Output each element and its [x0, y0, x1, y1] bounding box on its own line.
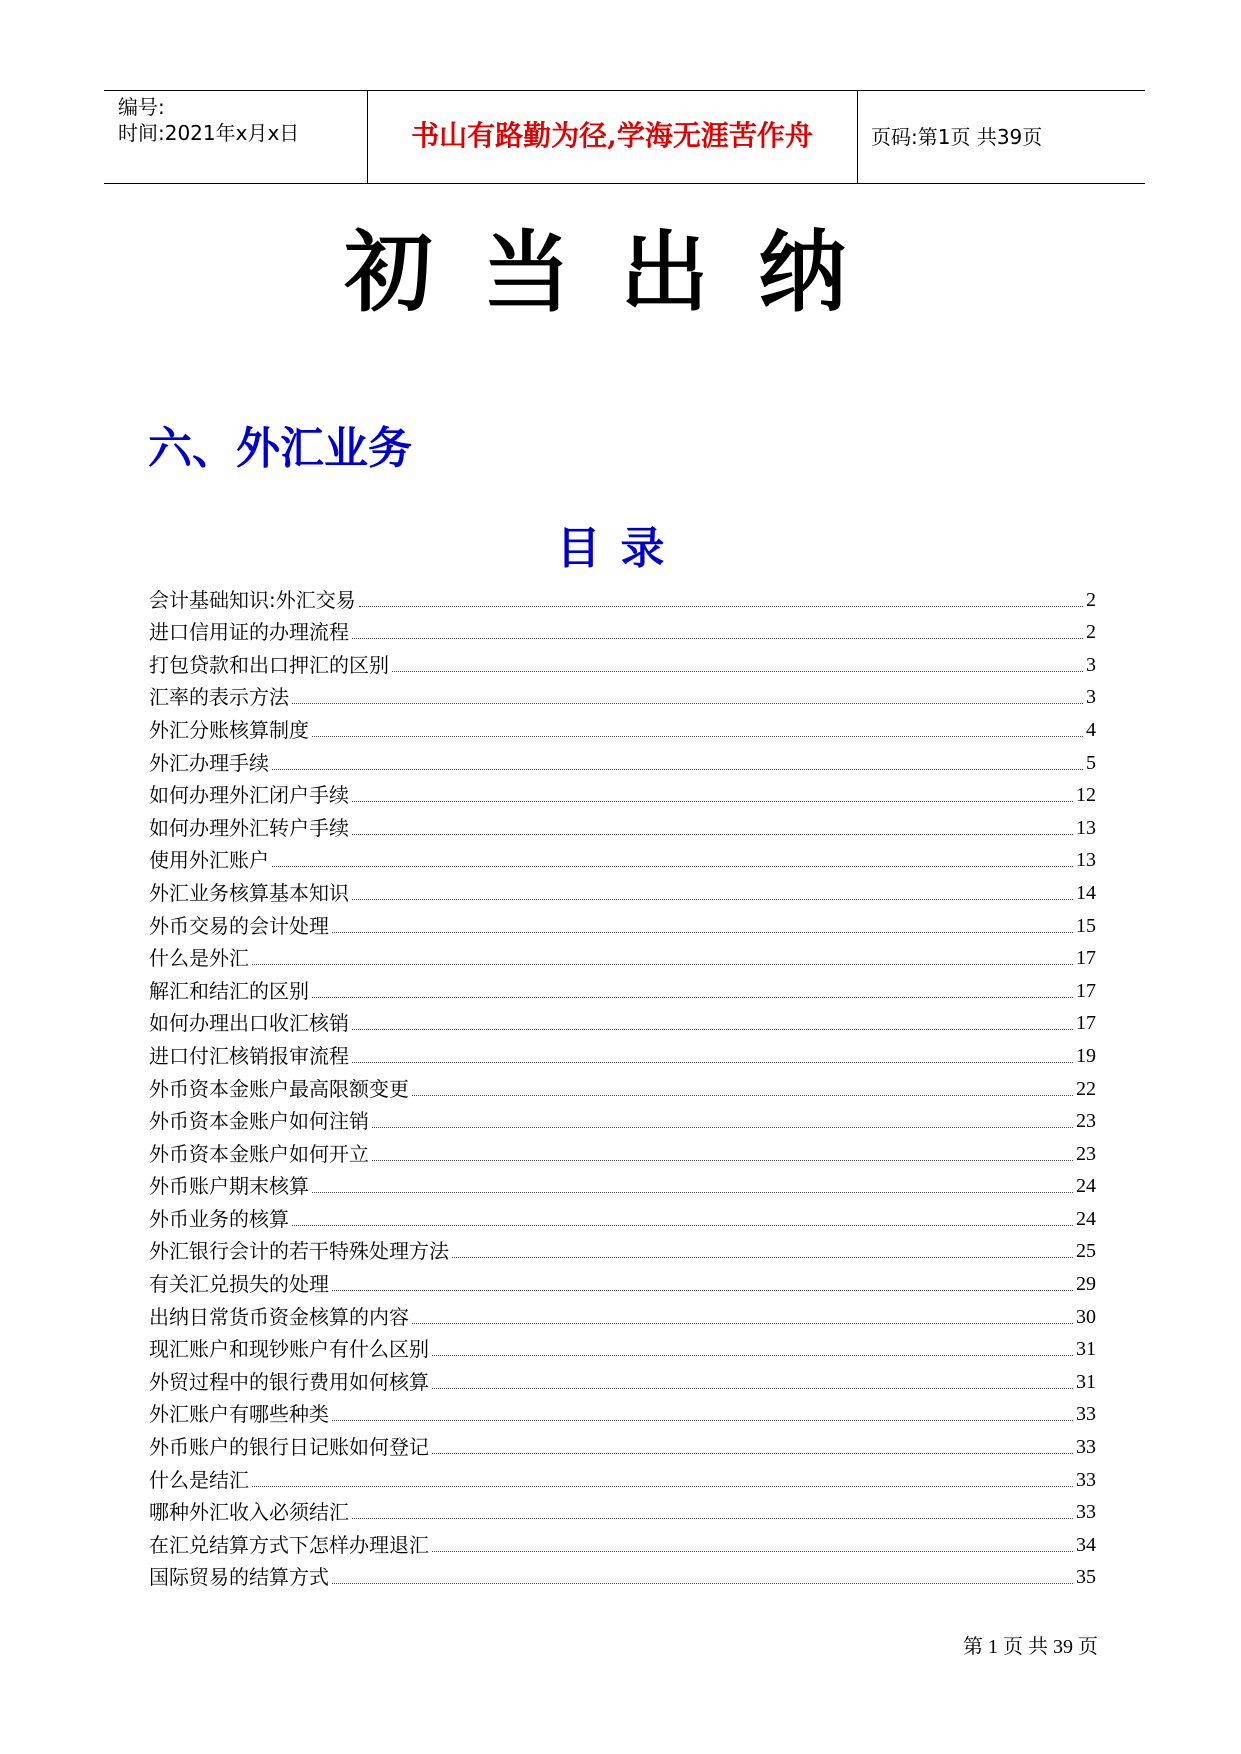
toc-entry-label: 什么是结汇	[149, 1467, 249, 1492]
toc-leader-dots	[332, 1419, 1073, 1421]
toc-entry-label: 出纳日常货币资金核算的内容	[149, 1304, 409, 1329]
toc-entry-label: 外汇账户有哪些种类	[149, 1402, 329, 1427]
toc-entry[interactable]	[149, 613, 1096, 646]
header-page-cell	[857, 91, 1145, 183]
toc-entry-label: 外汇办理手续	[149, 750, 269, 775]
toc-entry-page: 13	[1076, 816, 1096, 839]
toc-entry-page: 23	[1076, 1110, 1096, 1133]
toc-entry-label: 外币账户的银行日记账如何登记	[149, 1435, 429, 1460]
toc-leader-dots	[312, 735, 1083, 737]
toc-leader-dots	[352, 1061, 1073, 1063]
toc-entry-label: 如何办理出口收汇核销	[149, 1011, 349, 1036]
toc-leader-dots	[352, 1517, 1073, 1519]
toc-entry-page: 15	[1076, 914, 1096, 937]
toc-entry-label: 外汇分账核算制度	[149, 717, 309, 742]
toc-leader-dots	[352, 800, 1073, 802]
table-of-contents	[149, 580, 1096, 1590]
toc-entry[interactable]	[149, 873, 1096, 906]
toc-entry-label: 有关汇兑损失的处理	[149, 1272, 329, 1297]
toc-entry-label: 外币账户期末核算	[149, 1174, 309, 1199]
toc-entry-page: 33	[1076, 1436, 1096, 1459]
toc-entry-page: 17	[1076, 947, 1096, 970]
toc-entry-page: 19	[1076, 1044, 1096, 1067]
header-page-label: 页码:第1页 共39页	[871, 125, 1043, 149]
toc-entry[interactable]	[149, 1493, 1096, 1526]
toc-entry[interactable]	[149, 1558, 1096, 1591]
toc-leader-dots	[432, 1452, 1073, 1454]
toc-entry[interactable]	[149, 1297, 1096, 1330]
toc-entry[interactable]	[149, 1264, 1096, 1297]
toc-entry-page: 2	[1086, 588, 1096, 611]
toc-entry[interactable]	[149, 710, 1096, 743]
toc-entry[interactable]	[149, 808, 1096, 841]
toc-entry-page: 17	[1076, 979, 1096, 1002]
toc-entry-label: 进口付汇核销报审流程	[149, 1043, 349, 1068]
toc-leader-dots	[352, 898, 1073, 900]
toc-entry[interactable]	[149, 841, 1096, 874]
toc-entry[interactable]	[149, 1167, 1096, 1200]
toc-leader-dots	[312, 996, 1073, 998]
toc-entry-page: 29	[1076, 1273, 1096, 1296]
toc-leader-dots	[252, 1485, 1073, 1487]
toc-entry-page: 31	[1076, 1370, 1096, 1393]
section-heading: 六、外汇业务	[148, 423, 412, 474]
toc-entry[interactable]	[149, 1362, 1096, 1395]
toc-leader-dots	[352, 833, 1073, 835]
toc-entry-label: 外贸过程中的银行费用如何核算	[149, 1369, 429, 1394]
toc-entry[interactable]	[149, 678, 1096, 711]
toc-entry-page: 14	[1076, 881, 1096, 904]
toc-leader-dots	[359, 605, 1083, 607]
toc-leader-dots	[312, 1191, 1073, 1193]
toc-entry-page: 17	[1076, 1012, 1096, 1035]
toc-entry-page: 33	[1076, 1468, 1096, 1491]
toc-entry-label: 外汇银行会计的若干特殊处理方法	[149, 1239, 449, 1264]
toc-leader-dots	[332, 1289, 1073, 1291]
header-motto: 书山有路勤为径,学海无涯苦作舟	[411, 119, 813, 152]
toc-entry[interactable]	[149, 1395, 1096, 1428]
toc-entry-label: 哪种外汇收入必须结汇	[149, 1500, 349, 1525]
header-time-label: 时间:2021年x月x日	[118, 121, 300, 145]
toc-entry-page: 12	[1076, 784, 1096, 807]
toc-entry-label: 解汇和结汇的区别	[149, 978, 309, 1003]
toc-entry[interactable]	[149, 1102, 1096, 1135]
toc-entry-page: 24	[1076, 1175, 1096, 1198]
header-number-label: 编号:	[118, 95, 165, 119]
toc-leader-dots	[272, 768, 1083, 770]
toc-entry[interactable]	[149, 1427, 1096, 1460]
toc-entry-page: 3	[1086, 653, 1096, 676]
toc-entry[interactable]	[149, 906, 1096, 939]
toc-entry-label: 外币资本金账户如何开立	[149, 1141, 369, 1166]
document-title: 初当出纳	[344, 220, 897, 324]
toc-entry-page: 35	[1076, 1566, 1096, 1589]
toc-entry-label: 外汇业务核算基本知识	[149, 880, 349, 905]
toc-entry-label: 外币资本金账户如何注销	[149, 1109, 369, 1134]
toc-entry[interactable]	[149, 743, 1096, 776]
toc-leader-dots	[272, 865, 1073, 867]
toc-leader-dots	[332, 1582, 1073, 1584]
header-info-cell	[104, 91, 368, 183]
toc-leader-dots	[452, 1256, 1073, 1258]
toc-leader-dots	[432, 1354, 1073, 1356]
toc-entry-page: 2	[1086, 621, 1096, 644]
toc-entry-page: 22	[1076, 1077, 1096, 1100]
toc-leader-dots	[332, 931, 1073, 933]
toc-entry-page: 4	[1086, 718, 1096, 741]
toc-leader-dots	[432, 1387, 1073, 1389]
toc-leader-dots	[412, 1322, 1073, 1324]
toc-entry-page: 33	[1076, 1403, 1096, 1426]
toc-entry-page: 5	[1086, 751, 1096, 774]
toc-entry[interactable]	[149, 1134, 1096, 1167]
toc-leader-dots	[352, 637, 1083, 639]
toc-leader-dots	[392, 670, 1083, 672]
toc-entry-label: 进口信用证的办理流程	[149, 620, 349, 645]
toc-entry-page: 30	[1076, 1305, 1096, 1328]
toc-entry-label: 现汇账户和现钞账户有什么区别	[149, 1337, 429, 1362]
toc-entry[interactable]	[149, 1525, 1096, 1558]
toc-entry-label: 外币资本金账户最高限额变更	[149, 1076, 409, 1101]
toc-entry-page: 3	[1086, 686, 1096, 709]
toc-entry-label: 如何办理外汇转户手续	[149, 815, 349, 840]
toc-entry-label: 打包贷款和出口押汇的区别	[149, 652, 389, 677]
page-header	[104, 90, 1145, 184]
header-motto-cell	[367, 91, 858, 183]
toc-leader-dots	[372, 1126, 1073, 1128]
toc-entry[interactable]	[149, 580, 1096, 613]
toc-entry-page: 25	[1076, 1240, 1096, 1263]
toc-entry-label: 汇率的表示方法	[149, 685, 289, 710]
toc-title: 目录	[556, 523, 685, 574]
toc-entry-page: 13	[1076, 849, 1096, 872]
toc-entry-label: 外币交易的会计处理	[149, 913, 329, 938]
toc-entry-page: 24	[1076, 1207, 1096, 1230]
toc-entry[interactable]	[149, 1232, 1096, 1265]
toc-entry-label: 会计基础知识:外汇交易	[149, 587, 356, 612]
toc-entry-page: 31	[1076, 1338, 1096, 1361]
toc-entry-label: 使用外汇账户	[149, 848, 269, 873]
toc-entry-label: 什么是外汇	[149, 946, 249, 971]
toc-entry[interactable]	[149, 971, 1096, 1004]
toc-entry[interactable]	[149, 645, 1096, 678]
toc-entry[interactable]	[149, 1330, 1096, 1363]
toc-leader-dots	[412, 1094, 1073, 1096]
toc-entry[interactable]	[149, 1199, 1096, 1232]
toc-entry-label: 在汇兑结算方式下怎样办理退汇	[149, 1532, 429, 1557]
toc-entry[interactable]	[149, 939, 1096, 972]
toc-entry[interactable]	[149, 1004, 1096, 1037]
toc-entry-label: 如何办理外汇闭户手续	[149, 783, 349, 808]
toc-entry-label: 外币业务的核算	[149, 1206, 289, 1231]
toc-entry[interactable]	[149, 1460, 1096, 1493]
toc-entry-page: 23	[1076, 1142, 1096, 1165]
toc-entry[interactable]	[149, 1036, 1096, 1069]
toc-entry[interactable]	[149, 776, 1096, 809]
toc-leader-dots	[292, 702, 1083, 704]
toc-leader-dots	[372, 1159, 1073, 1161]
toc-entry[interactable]	[149, 1069, 1096, 1102]
toc-entry-label: 国际贸易的结算方式	[149, 1565, 329, 1590]
toc-leader-dots	[292, 1224, 1073, 1226]
toc-leader-dots	[252, 963, 1073, 965]
toc-leader-dots	[352, 1028, 1073, 1030]
toc-entry-page: 33	[1076, 1501, 1096, 1524]
toc-leader-dots	[432, 1550, 1073, 1552]
toc-entry-page: 34	[1076, 1533, 1096, 1556]
page-footer: 第 1 页 共 39 页	[963, 1636, 1098, 1658]
